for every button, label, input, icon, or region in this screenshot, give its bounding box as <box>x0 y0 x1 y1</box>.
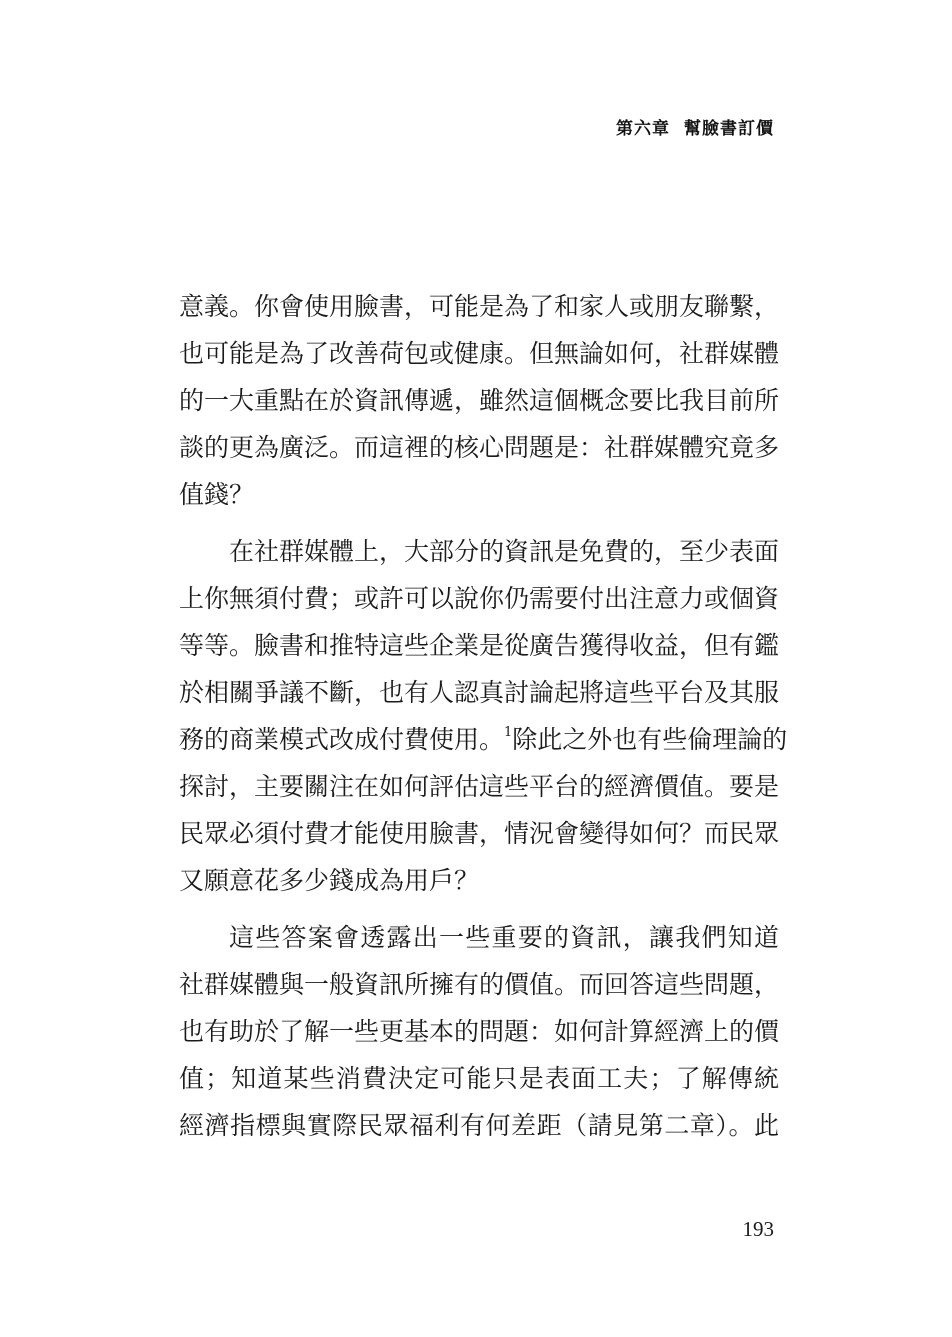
text-line: 經濟指標與實際民眾福利有何差距（請見第二章）。此 <box>179 1111 779 1140</box>
text-line-with-footnote <box>179 716 788 763</box>
text-line: 又願意花多少錢成為用戶？ <box>179 866 480 895</box>
text-line: 探討，主要關注在如何評估這些平台的經濟價值。要是 <box>179 772 780 801</box>
text-line: 於相關爭議不斷，也有人認真討論起將這些平台及其服 <box>179 678 780 707</box>
chapter-title: 幫臉書訂價 <box>684 119 774 139</box>
chapter-label: 第六章 <box>616 119 670 139</box>
paragraph <box>179 528 788 904</box>
footnote-marker[interactable]: 1 <box>504 725 513 740</box>
text-line: 也可能是為了改善荷包或健康。但無論如何，社群媒體 <box>179 339 780 368</box>
text-line: 意義。你會使用臉書，可能是為了和家人或朋友聯繫， <box>179 292 780 321</box>
page-number: 193 <box>742 1217 774 1241</box>
text-line: 在社群媒體上，大部分的資訊是免費的，至少表面 <box>229 537 780 566</box>
text-line: 也有助於了解一些更基本的問題：如何計算經濟上的價 <box>179 1017 780 1046</box>
paragraph <box>179 283 779 518</box>
text-line: 這些答案會透露出一些重要的資訊，讓我們知道 <box>229 923 779 952</box>
body-text <box>179 283 788 1149</box>
text-segment: 務的商業模式改成付費使用。 <box>179 725 505 754</box>
text-line: 值；知道某些消費決定可能只是表面工夫；了解傳統 <box>179 1064 779 1093</box>
text-line: 民眾必須付費才能使用臉書，情況會變得如何？而民眾 <box>179 819 780 848</box>
text-line: 等等。臉書和推特這些企業是從廣告獲得收益，但有鑑 <box>179 631 780 660</box>
running-header <box>616 114 774 139</box>
paragraph <box>179 914 779 1149</box>
text-line: 的一大重點在於資訊傳遞，雖然這個概念要比我目前所 <box>179 386 780 415</box>
text-line: 上你無須付費；或許可以說你仍需要付出注意力或個資 <box>179 584 780 613</box>
text-line: 談的更為廣泛。而這裡的核心問題是：社群媒體究竟多 <box>179 433 780 462</box>
text-segment: 除此之外也有些倫理論的 <box>512 725 788 754</box>
text-line: 值錢？ <box>179 480 255 509</box>
text-line: 社群媒體與一般資訊所擁有的價值。而回答這些問題， <box>179 970 780 999</box>
